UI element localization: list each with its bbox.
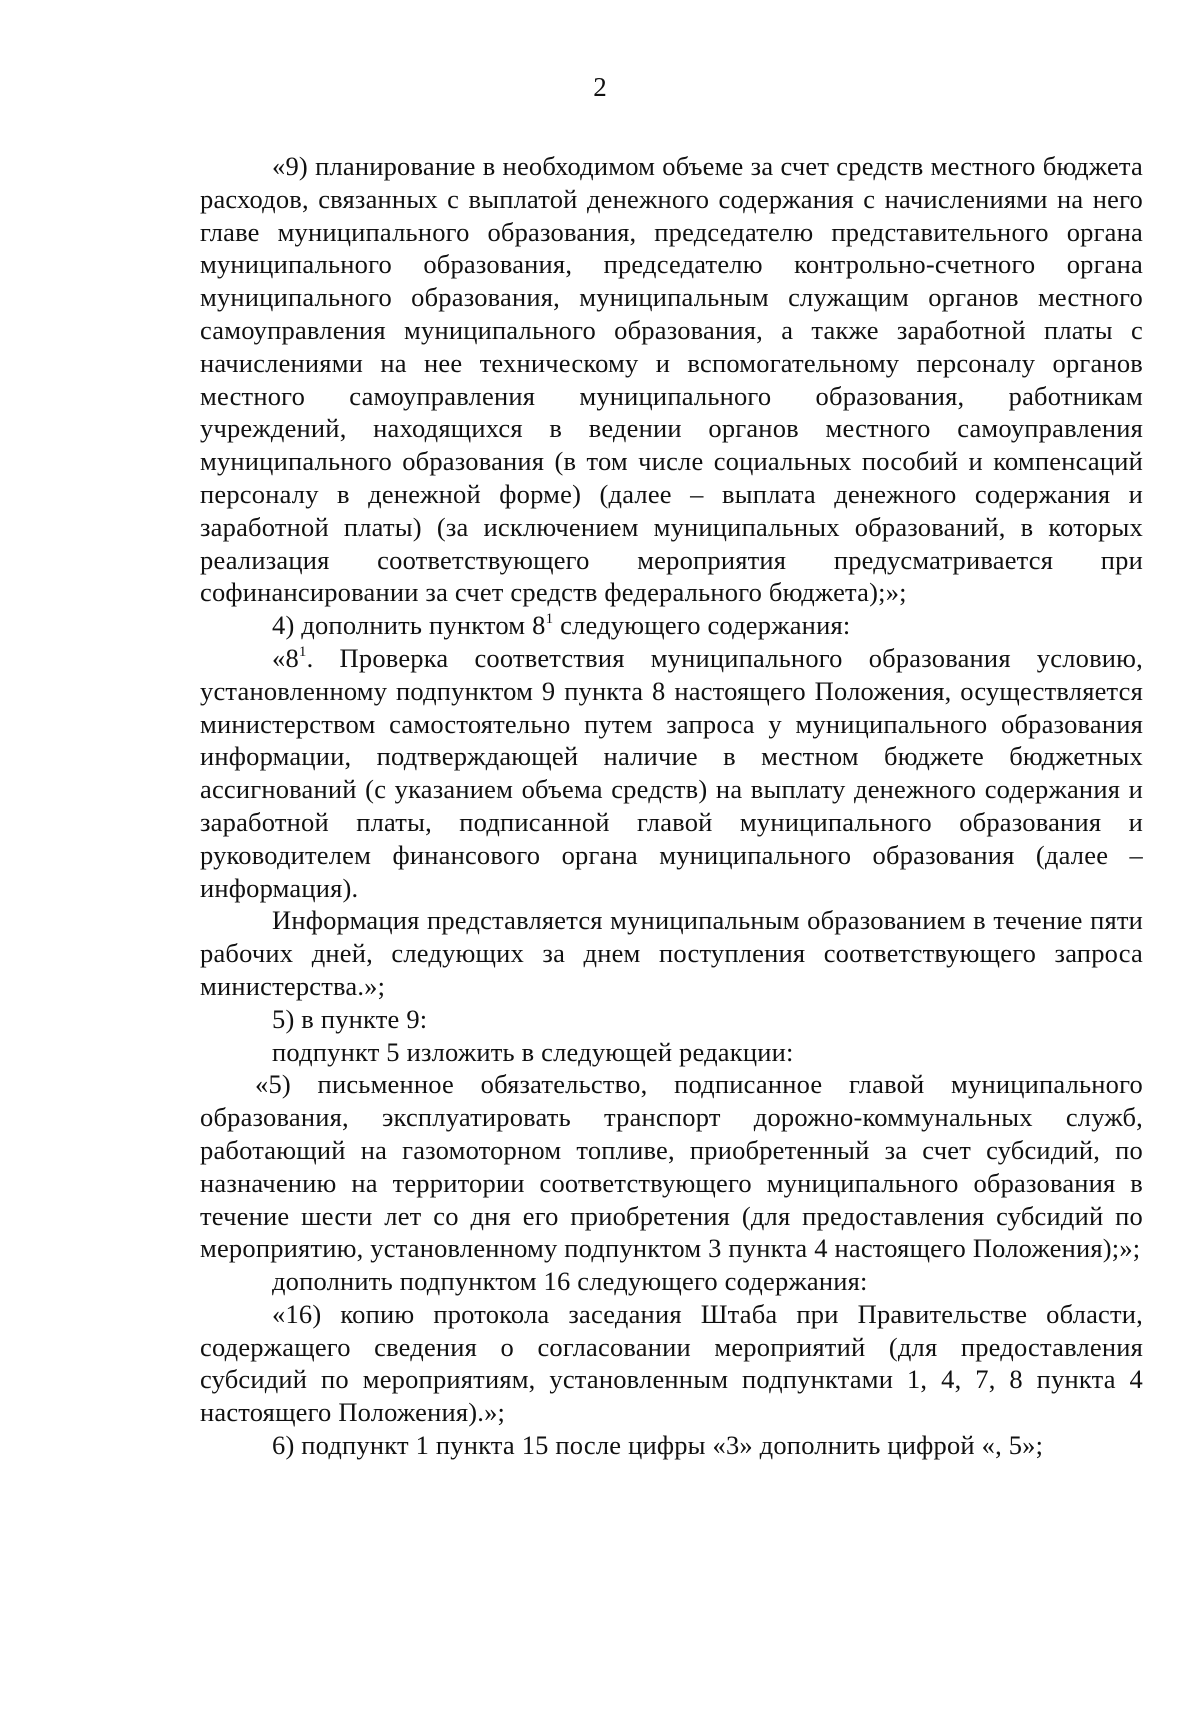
paragraph-subitem-5-intro: подпункт 5 изложить в следующей редакции: xyxy=(272,1036,794,1067)
paragraph-information: Информация представляется муниципальным образованием в течение пяти рабочих дней, следующих за днем поступления соответствующего запроса министерства.»; xyxy=(200,905,1143,1001)
item-8-1-superscript: 1 xyxy=(298,643,307,660)
paragraph-item-4 xyxy=(200,609,1143,642)
item-4-text-end: следующего содержания: xyxy=(553,610,851,641)
paragraph-subitem-9: «9) планирование в необходимом объеме за счет средств местного бюджета расходов, связанных с выплатой денежного содержания с начислениями на него главе муниципального образования, председателю представительного органа муниципального образования, председателю контрольно-счетного органа муниципального образования, муниципальным служащим органов местного самоуправления муниципального образования, а также заработной платы с начислениями на нее техническому и вспомогательному персоналу органов местного самоуправления муниципального образования, работникам учреждений, находящихся в ведении органов местного самоуправления муниципального образования (в том числе социальных пособий и компенсаций персоналу в денежной форме) (далее – выплата денежного содержания и заработной платы) (за исключением муниципальных образований, в которых реализация соответствующего мероприятия предусматривается при софинансировании за счет средств федерального бюджета);»; xyxy=(200,151,1143,608)
paragraph-subitem-16-intro: дополнить подпунктом 16 следующего содержания: xyxy=(272,1266,868,1297)
document-body xyxy=(200,150,1143,1462)
item-4-superscript: 1 xyxy=(545,611,554,628)
item-8-1-text-end: . Проверка соответствия муниципального образования условию, установленному подпунктом 9 пункта 8 настоящего Положения, осуществляется министерством самостоятельно путем запроса у муниципального образования информации, подтверждающей наличие в местном бюджете бюджетных ассигнований (с указанием объема средств) на выплату денежного содержания и заработной платы, подписанной главой муниципального образования и руководителем финансового органа муниципального образования (далее – информация). xyxy=(200,642,1143,903)
paragraph-subitem-16-quote: «16) копию протокола заседания Штаба при Правительстве области, содержащего сведения о согласовании мероприятий (для предоставления субсидий по мероприятиям, установленным подпунктами 1, 4, 7, 8 пункта 4 настоящего Положения).»; xyxy=(200,1298,1143,1428)
paragraph-subitem-5-quote: «5) письменное обязательство, подписанное главой муниципального образования, эксплуатировать транспорт дорожно-коммунальных служб, работающий на газомоторном топливе, приобретенный за счет субсидий, по назначению на территории соответствующего муниципального образования в течение шести лет со дня его приобретения (для предоставления субсидий по мероприятию, установленному подпунктом 3 пункта 4 настоящего Положения);»; xyxy=(200,1069,1143,1264)
paragraph-item-8-1 xyxy=(200,642,1143,904)
item-4-text-start: 4) дополнить пунктом 8 xyxy=(272,610,546,641)
page-number: 2 xyxy=(593,72,607,102)
paragraph-item-6: 6) подпункт 1 пункта 15 после цифры «3» дополнить цифрой «, 5»; xyxy=(272,1430,1044,1461)
item-8-1-text-start: «8 xyxy=(272,642,299,673)
paragraph-item-5: 5) в пункте 9: xyxy=(272,1003,428,1034)
